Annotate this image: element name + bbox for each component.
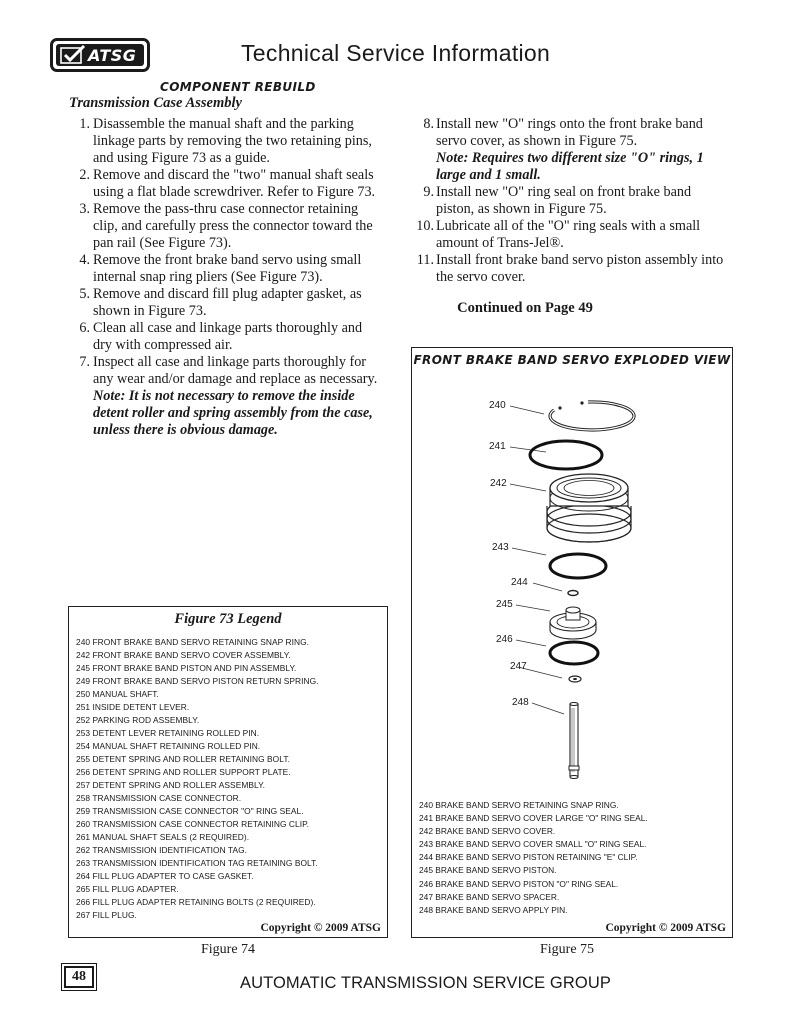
parts-list-item: 246 BRAKE BAND SERVO PISTON "O" RING SEAL.: [419, 878, 619, 889]
atsg-logo: [50, 38, 150, 72]
step-item: [78, 354, 378, 439]
step-text: Install new "O" ring seal on front brake band piston, as shown in Figure 75.: [436, 184, 692, 217]
step-item: [78, 286, 378, 320]
apply-pin-248: [569, 703, 579, 779]
parts-list-item: 248 BRAKE BAND SERVO APPLY PIN.: [419, 904, 568, 915]
checkmark-icon: [60, 45, 86, 65]
parts-list-item: 245 BRAKE BAND SERVO PISTON.: [419, 865, 557, 876]
servo-exploded-diagram: [412, 348, 734, 808]
legend-item: 245 FRONT BRAKE BAND PISTON AND PIN ASSEMBLY.: [76, 663, 297, 673]
step-item: [78, 167, 378, 201]
legend-title: Figure 73 Legend: [174, 611, 282, 627]
legend-item: 263 TRANSMISSION IDENTIFICATION TAG RETAINING BOLT.: [76, 858, 318, 868]
step-item: [78, 201, 378, 252]
legend-item: 258 TRANSMISSION CASE CONNECTOR.: [76, 793, 242, 803]
part-label-246: 246: [496, 634, 513, 645]
part-label-248: 248: [512, 697, 529, 708]
section-label: COMPONENT REBUILD: [160, 80, 316, 94]
logo-text: ATSG: [88, 45, 137, 65]
step-number: 8.: [423, 116, 434, 132]
step-item: [410, 218, 730, 252]
step-text: Remove the pass-thru case connector retaining clip, and carefully press the connector toward the pan rail (See Figure 73).: [93, 201, 373, 251]
legend-item: 259 TRANSMISSION CASE CONNECTOR "O" RING SEAL.: [76, 806, 304, 816]
step-note: Note: Requires two different size "O" rings, 1 large and 1 small.: [436, 150, 704, 183]
step-number: 6.: [79, 320, 90, 336]
step-text: Clean all case and linkage parts thoroughly and dry with compressed air.: [93, 320, 363, 353]
step-number: 4.: [79, 252, 90, 268]
part-label-243: 243: [492, 542, 509, 553]
e-clip-244: [568, 591, 578, 596]
figure-74-caption: Figure 74: [201, 942, 256, 957]
step-text: Remove and discard fill plug adapter gasket, as shown in Figure 73.: [93, 286, 362, 319]
legend-item: 254 MANUAL SHAFT RETAINING ROLLED PIN.: [76, 741, 261, 751]
page-title: Technical Service Information: [241, 40, 551, 66]
spacer-247: [569, 676, 581, 682]
step-number: 9.: [423, 184, 434, 200]
figure-75-title: FRONT BRAKE BAND SERVO EXPLODED VIEW: [413, 353, 731, 367]
step-number: 1.: [79, 116, 90, 132]
legend-item: 242 FRONT BRAKE BAND SERVO COVER ASSEMBLY.: [76, 650, 291, 660]
footer-text: AUTOMATIC TRANSMISSION SERVICE GROUP: [240, 974, 611, 992]
step-text: Remove the front brake band servo using small internal snap ring pliers (See Figure 73).: [93, 252, 362, 285]
legend-item: 253 DETENT LEVER RETAINING ROLLED PIN.: [76, 728, 260, 738]
legend-item: 260 TRANSMISSION CASE CONNECTOR RETAINING CLIP.: [76, 819, 310, 829]
legend-item: 266 FILL PLUG ADAPTER RETAINING BOLTS (2 REQUIRED).: [76, 897, 316, 907]
step-item: [78, 252, 378, 286]
step-number: 5.: [79, 286, 90, 302]
legend-item: 251 INSIDE DETENT LEVER.: [76, 702, 190, 712]
legend-item: 256 DETENT SPRING AND ROLLER SUPPORT PLATE.: [76, 767, 291, 777]
figure-73-legend: [68, 606, 388, 938]
steps-right-list: [410, 116, 730, 286]
step-item: [78, 320, 378, 354]
step-item: [78, 116, 378, 167]
figure-75-parts-list: [419, 799, 648, 917]
step-text: Disassemble the manual shaft and the parking linkage parts by removing the two retaining pins, and using Figure 73 as a guide.: [93, 116, 372, 166]
part-label-245: 245: [496, 599, 513, 610]
part-label-242: 242: [490, 478, 507, 489]
figure-75-caption: Figure 75: [540, 942, 595, 957]
step-text: Remove and discard the "two" manual shaft seals using a flat blade screwdriver. Refer to Figure 73.: [93, 167, 376, 200]
step-number: 10.: [416, 218, 434, 234]
part-label-240: 240: [489, 400, 506, 411]
piston-245: [550, 607, 596, 639]
page-number: 48: [64, 966, 94, 988]
part-label-244: 244: [511, 577, 528, 588]
step-text: Install new "O" rings onto the front brake band servo cover, as shown in Figure 75.: [436, 116, 703, 149]
part-label-247: 247: [510, 661, 527, 672]
servo-cover-242: [547, 474, 631, 542]
section-subheading: Transmission Case Assembly: [69, 95, 242, 111]
step-number: 2.: [79, 167, 90, 183]
snap-ring-240: [550, 401, 634, 430]
step-text: Lubricate all of the "O" ring seals with a small amount of Trans-Jel®.: [436, 218, 701, 251]
parts-list-item: 243 BRAKE BAND SERVO COVER SMALL "O" RING SEAL.: [419, 839, 647, 850]
steps-left-list: [78, 116, 378, 439]
legend-item: 250 MANUAL SHAFT.: [76, 689, 159, 699]
parts-list-item: 242 BRAKE BAND SERVO COVER.: [419, 826, 556, 837]
legend-list: [76, 636, 319, 922]
step-text: Install front brake band servo piston assembly into the servo cover.: [436, 252, 724, 285]
continued-note: Continued on Page 49: [457, 300, 593, 316]
parts-list-item: 240 BRAKE BAND SERVO RETAINING SNAP RING.: [419, 800, 619, 810]
legend-item: 255 DETENT SPRING AND ROLLER RETAINING BOLT.: [76, 754, 290, 764]
legend-item: 267 FILL PLUG.: [76, 910, 137, 920]
legend-item: 265 FILL PLUG ADAPTER.: [76, 884, 179, 894]
legend-item: 240 FRONT BRAKE BAND SERVO RETAINING SNAP RING.: [76, 637, 310, 647]
step-text: Inspect all case and linkage parts thoroughly for any wear and/or damage and replace as necessary.: [93, 354, 378, 387]
copyright-text: Copyright © 2009 ATSG: [605, 922, 726, 934]
step-item: [410, 116, 730, 184]
legend-item: 262 TRANSMISSION IDENTIFICATION TAG.: [76, 845, 248, 855]
legend-item: 264 FILL PLUG ADAPTER TO CASE GASKET.: [76, 871, 254, 881]
step-item: [410, 252, 730, 286]
step-note: Note: It is not necessary to remove the inside detent roller and spring assembly from the case, unless there is obvious damage.: [93, 388, 373, 438]
part-label-241: 241: [489, 441, 506, 452]
legend-item: 252 PARKING ROD ASSEMBLY.: [76, 715, 200, 725]
large-o-ring-241: [530, 441, 602, 469]
figure-75-box: [411, 347, 733, 938]
step-number: 7.: [79, 354, 90, 370]
parts-list-item: 241 BRAKE BAND SERVO COVER LARGE "O" RING SEAL.: [419, 813, 648, 824]
step-item: [410, 184, 730, 218]
piston-o-ring-246: [550, 642, 598, 664]
legend-item: 257 DETENT SPRING AND ROLLER ASSEMBLY.: [76, 780, 266, 790]
copyright-text: Copyright © 2009 ATSG: [260, 922, 381, 934]
parts-list-item: 247 BRAKE BAND SERVO SPACER.: [419, 891, 560, 902]
legend-item: 249 FRONT BRAKE BAND SERVO PISTON RETURN SPRING.: [76, 676, 319, 686]
step-number: 3.: [79, 201, 90, 217]
legend-item: 261 MANUAL SHAFT SEALS (2 REQUIRED).: [76, 832, 250, 842]
parts-list-item: 244 BRAKE BAND SERVO PISTON RETAINING "E" CLIP.: [419, 852, 638, 863]
step-number: 11.: [416, 252, 434, 268]
small-o-ring-243: [550, 554, 606, 578]
